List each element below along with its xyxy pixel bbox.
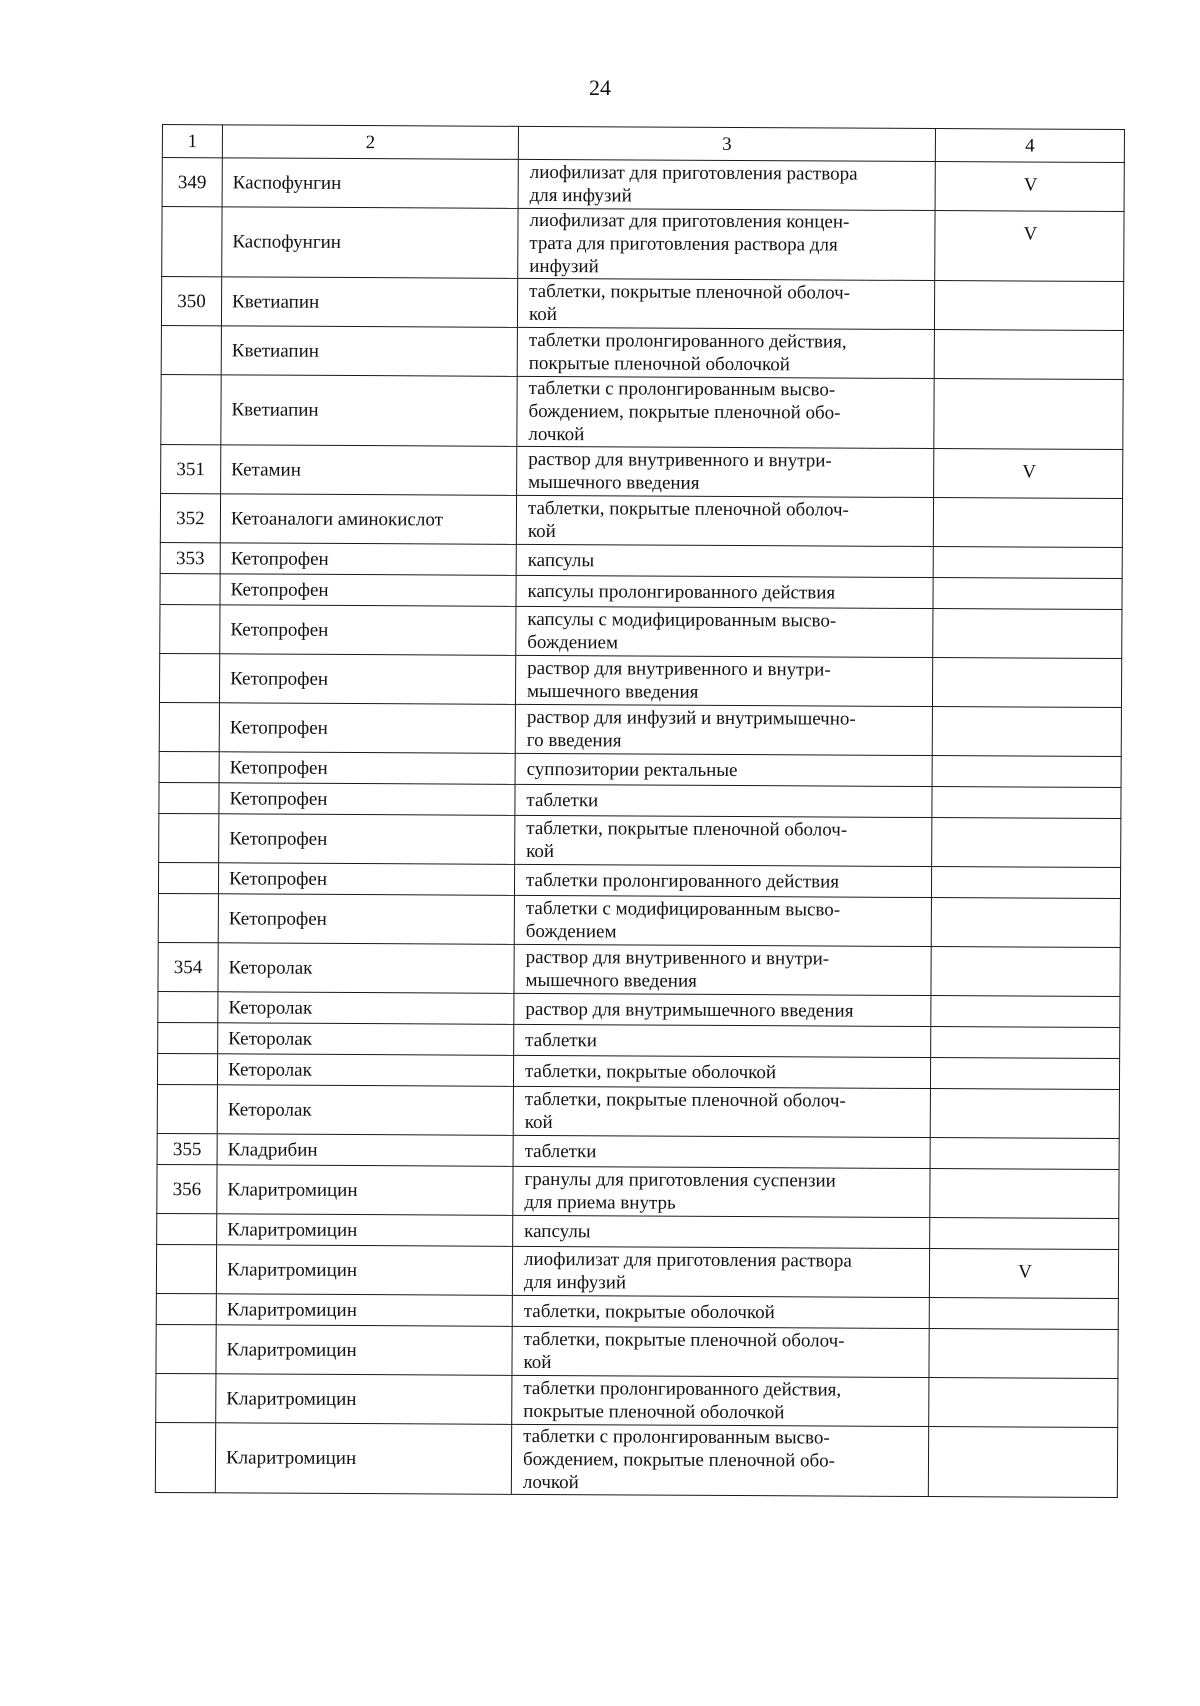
- table-row: [159, 751, 1121, 787]
- column-header-2: 2: [222, 125, 518, 160]
- vital-mark: [934, 281, 1123, 331]
- drug-name: Кетопрофен: [218, 894, 514, 945]
- drug-name: Кларитромицин: [216, 1245, 512, 1296]
- dosage-form: [514, 895, 931, 946]
- row-number: [158, 991, 218, 1022]
- dosage-form: [513, 1215, 930, 1248]
- table-row: [157, 1133, 1119, 1169]
- drug-name: Кетопрофен: [220, 574, 516, 607]
- vital-mark: [933, 498, 1122, 548]
- dosage-form-line: кой: [526, 840, 555, 863]
- vital-mark: [931, 898, 1120, 948]
- dosage-form: [517, 327, 934, 378]
- row-number: [156, 1293, 216, 1324]
- vital-mark: [930, 1089, 1119, 1139]
- dosage-form-line: капсулы: [524, 1220, 591, 1242]
- table-row: [159, 813, 1121, 867]
- dosage-form-line: покрытые пленочной оболочкой: [523, 1400, 785, 1424]
- dosage-form-line: таблетки, покрытые пленочной оболоч-: [526, 817, 848, 841]
- dosage-form-line: трата для приготовления раствора для: [529, 232, 838, 256]
- row-number: [156, 1373, 216, 1422]
- dosage-form-line: таблетки, покрытые пленочной оболоч-: [523, 1328, 845, 1352]
- dosage-form: [514, 993, 931, 1026]
- dosage-form: [514, 864, 931, 897]
- vital-mark: [932, 658, 1121, 708]
- drug-name: Кетамин: [221, 445, 517, 496]
- drug-name: Кветиапин: [221, 326, 517, 377]
- row-number: 356: [157, 1164, 217, 1213]
- dosage-form: [514, 944, 931, 995]
- vital-mark: [932, 818, 1121, 868]
- drug-name: Каспофунгин: [222, 158, 518, 209]
- row-number: [159, 751, 219, 782]
- dosage-form-line: таблетки, покрытые оболочкой: [523, 1300, 775, 1323]
- drug-name: Кларитромицин: [216, 1325, 512, 1376]
- dosage-form-line: раствор для внутривенного и внутри-: [528, 448, 832, 472]
- table-row: [158, 991, 1120, 1027]
- dosage-form: [515, 704, 932, 755]
- row-number: 352: [160, 493, 220, 542]
- vital-mark: [930, 1138, 1119, 1170]
- vital-mark: [933, 609, 1122, 659]
- table-row: [158, 893, 1120, 947]
- table-row: [159, 782, 1121, 818]
- dosage-form: [518, 159, 935, 210]
- dosage-form-line: гранулы для приготовления суспензии: [524, 1168, 836, 1192]
- dosage-form-line: таблетки пролонгированного действия: [525, 869, 840, 893]
- drug-name: Кларитромицин: [216, 1294, 512, 1327]
- dosage-form: [516, 544, 933, 577]
- row-number: [162, 207, 222, 277]
- dosage-form-line: для инфузий: [529, 184, 632, 207]
- vital-mark: V: [934, 449, 1123, 499]
- drug-name: Кеторолак: [217, 1085, 513, 1136]
- table-row: [159, 702, 1121, 756]
- row-number: [156, 1324, 216, 1373]
- page-number: 24: [589, 75, 611, 100]
- dosage-form-line: мышечного введения: [528, 471, 700, 494]
- row-number: [155, 1422, 215, 1492]
- dosage-form: [515, 784, 932, 817]
- dosage-form-line: бождением, покрытые пленочной обо-: [528, 400, 841, 424]
- table-row: [156, 1324, 1118, 1378]
- column-header-1: 1: [162, 125, 222, 158]
- dosage-form-line: таблетки, покрытые пленочной оболоч-: [529, 280, 851, 304]
- dosage-form: [513, 1055, 930, 1088]
- drug-name: Кетопрофен: [219, 814, 515, 865]
- table-row: [161, 277, 1123, 331]
- table-row: [161, 444, 1123, 498]
- vital-mark: [930, 1169, 1119, 1219]
- dosage-form-line: лочкой: [522, 1471, 579, 1494]
- dosage-form-line: таблетки: [524, 1140, 597, 1162]
- row-number: 355: [157, 1133, 217, 1164]
- dosage-form-line: таблетки пролонгированного действия,: [528, 329, 847, 353]
- vital-mark: [930, 1218, 1119, 1250]
- dosage-form-line: для инфузий: [523, 1271, 627, 1294]
- dosage-form: [511, 1424, 928, 1496]
- dosage-form-line: лиофилизат для приготовления раствора: [529, 161, 858, 185]
- vital-mark: V: [935, 211, 1124, 282]
- vital-mark: V: [929, 1249, 1118, 1299]
- dosage-form-line: капсулы с модифицированным высво-: [527, 608, 837, 632]
- dosage-form-line: лиофилизат для приготовления концен-: [529, 209, 850, 233]
- dosage-form-line: раствор для инфузий и внутримышечно-: [526, 706, 856, 730]
- dosage-form-line: капсулы: [527, 549, 595, 571]
- row-number: 350: [161, 277, 221, 326]
- table-row: [160, 573, 1122, 609]
- dosage-form-line: кой: [528, 303, 558, 326]
- vital-mark: [933, 578, 1122, 610]
- drug-name: Кеторолак: [218, 1023, 514, 1056]
- dosage-form: [515, 753, 932, 786]
- table-row: [160, 493, 1122, 547]
- dosage-form: [518, 208, 935, 280]
- drug-name: Кларитромицин: [216, 1374, 512, 1425]
- dosage-form-line: мышечного введения: [526, 680, 699, 703]
- drug-name: Кеторолак: [217, 1054, 513, 1087]
- drug-name: Кетопрофен: [219, 654, 515, 705]
- row-number: [157, 1053, 217, 1084]
- vital-mark: [931, 947, 1120, 997]
- vital-mark: [931, 867, 1120, 899]
- vital-mark: [931, 996, 1120, 1028]
- row-number: [160, 573, 220, 604]
- drug-name: Кларитромицин: [217, 1165, 513, 1216]
- dosage-form-line: для приема внутрь: [524, 1191, 676, 1214]
- dosage-form-line: раствор для внутривенного и внутри-: [525, 946, 830, 970]
- drug-name: Кветиапин: [221, 277, 517, 328]
- dosage-form: [512, 1246, 929, 1297]
- table-row: [156, 1373, 1118, 1427]
- dosage-form-line: кой: [523, 1351, 552, 1374]
- vital-mark: [929, 1378, 1118, 1428]
- drug-name: Кетопрофен: [219, 752, 515, 785]
- table-row: [158, 1022, 1120, 1058]
- row-number: [158, 1022, 218, 1053]
- dosage-form: [515, 655, 932, 706]
- dosage-form: [516, 575, 933, 608]
- dosage-form-line: суппозитории ректальные: [526, 758, 738, 781]
- dosage-form-line: инфузий: [529, 255, 599, 278]
- table-row: [158, 942, 1120, 996]
- drug-table-body: [155, 125, 1124, 1498]
- row-number: [157, 1213, 217, 1244]
- vital-mark: [934, 330, 1123, 380]
- dosage-form: [515, 815, 932, 866]
- column-header-3: 3: [518, 126, 935, 161]
- drug-name: Кларитромицин: [215, 1423, 511, 1495]
- dosage-form: [513, 1135, 930, 1168]
- table-row: [156, 1244, 1118, 1298]
- dosage-form: [512, 1295, 929, 1328]
- table-row: [160, 604, 1122, 658]
- dosage-form: [514, 1024, 931, 1057]
- table-row: [162, 207, 1124, 282]
- row-number: [156, 1244, 216, 1293]
- table-row: [161, 374, 1123, 449]
- dosage-form: [517, 376, 934, 448]
- table-row: [159, 653, 1121, 707]
- table-row: [158, 862, 1120, 898]
- column-header-4: 4: [935, 129, 1124, 163]
- row-number: [159, 653, 219, 702]
- dosage-form-line: покрытые пленочной оболочкой: [528, 352, 791, 376]
- dosage-form-line: бождением: [525, 920, 617, 943]
- vital-mark: [934, 379, 1123, 450]
- row-number: [158, 862, 218, 893]
- drug-table: [155, 124, 1125, 1498]
- dosage-form-line: лочкой: [528, 423, 585, 446]
- drug-name: Кладрибин: [217, 1134, 513, 1167]
- vital-mark: [930, 1058, 1119, 1090]
- table-header-row: [162, 125, 1124, 163]
- table-row: [157, 1053, 1119, 1089]
- dosage-form-line: таблетки с пролонгированным высво-: [523, 1425, 830, 1449]
- drug-name: Кеторолак: [218, 992, 514, 1025]
- dosage-form-line: таблетки с модифицированным высво-: [525, 897, 841, 921]
- row-number: [158, 893, 218, 942]
- vital-mark: [932, 756, 1121, 788]
- drug-name: Кетопрофен: [219, 703, 515, 754]
- row-number: [157, 1084, 217, 1133]
- dosage-form: [513, 1166, 930, 1217]
- table-row: [157, 1084, 1119, 1138]
- table-row: [157, 1164, 1119, 1218]
- dosage-form-line: бождением, покрытые пленочной обо-: [522, 1448, 836, 1472]
- table-row: [156, 1293, 1118, 1329]
- dosage-form-line: таблетки, покрытые оболочкой: [524, 1060, 777, 1083]
- vital-mark: [929, 1298, 1118, 1330]
- vital-mark: [932, 707, 1121, 757]
- drug-name: Кетоаналоги аминокислот: [220, 494, 516, 545]
- table-row: [155, 1422, 1117, 1497]
- vital-mark: [931, 1027, 1120, 1059]
- vital-mark: [933, 547, 1122, 579]
- dosage-form-line: го введения: [526, 729, 622, 752]
- dosage-form: [517, 446, 934, 497]
- drug-name: Кеторолак: [218, 943, 514, 994]
- drug-name: Кветиапин: [221, 375, 517, 447]
- table-row: [162, 158, 1124, 212]
- dosage-form: [517, 278, 934, 329]
- row-number: [161, 374, 221, 444]
- dosage-form-line: мышечного введения: [525, 969, 697, 992]
- dosage-form-line: раствор для внутривенного и внутри-: [527, 657, 831, 681]
- dosage-form-line: таблетки: [526, 789, 599, 811]
- dosage-form-line: раствор для внутримышечного введения: [525, 998, 854, 1022]
- drug-name: Кетопрофен: [220, 543, 516, 576]
- dosage-form-line: капсулы пролонгированного действия: [527, 580, 836, 604]
- row-number: [159, 782, 219, 813]
- dosage-form-line: таблетки с пролонгированным высво-: [528, 377, 836, 401]
- row-number: [159, 702, 219, 751]
- vital-mark: V: [935, 162, 1124, 212]
- table-row: [161, 325, 1123, 379]
- drug-name: Кетопрофен: [219, 783, 515, 816]
- vital-mark: [928, 1427, 1117, 1498]
- drug-name: Кетопрофен: [220, 605, 516, 656]
- row-number: 349: [162, 158, 222, 207]
- dosage-form-line: лиофилизат для приготовления раствора: [524, 1248, 852, 1272]
- row-number: [161, 325, 221, 374]
- table-row: [157, 1213, 1119, 1249]
- dosage-form: [512, 1326, 929, 1377]
- vital-mark: [929, 1329, 1118, 1379]
- row-number: [159, 813, 219, 862]
- table-row: [160, 542, 1122, 578]
- row-number: 353: [160, 542, 220, 573]
- dosage-form: [513, 1086, 930, 1137]
- dosage-form-line: таблетки, покрытые пленочной оболоч-: [524, 1088, 846, 1112]
- dosage-form-line: бождением: [527, 631, 619, 654]
- dosage-form-line: таблетки, покрытые пленочной оболоч-: [527, 497, 849, 521]
- dosage-form-line: таблетки: [525, 1029, 598, 1051]
- dosage-form: [512, 1375, 929, 1426]
- row-number: 351: [161, 444, 221, 493]
- dosage-form: [516, 495, 933, 546]
- dosage-form-line: таблетки пролонгированного действия,: [523, 1377, 842, 1401]
- dosage-form: [516, 606, 933, 657]
- drug-name: Каспофунгин: [222, 207, 518, 279]
- row-number: [160, 604, 220, 653]
- dosage-form-line: кой: [527, 520, 556, 543]
- drug-name: Кларитромицин: [217, 1214, 513, 1247]
- dosage-form-line: кой: [524, 1111, 553, 1134]
- row-number: 354: [158, 942, 218, 991]
- drug-name: Кетопрофен: [218, 863, 514, 896]
- vital-mark: [932, 787, 1121, 819]
